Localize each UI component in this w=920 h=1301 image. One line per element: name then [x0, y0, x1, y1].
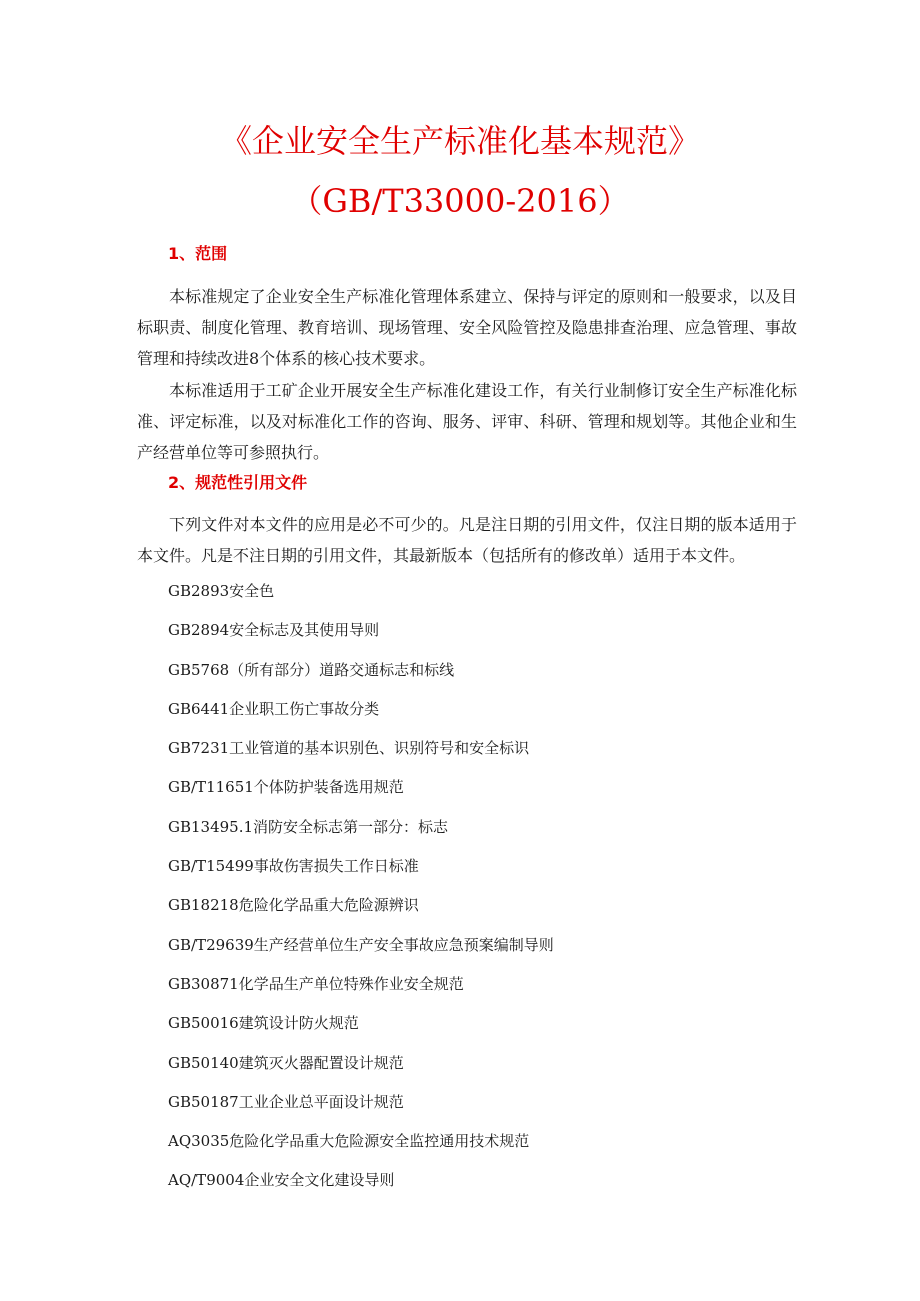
- section-heading-normative-references: 2、规范性引用文件: [168, 473, 308, 492]
- reference-item: GB5768（所有部分）道路交通标志和标线: [168, 660, 455, 679]
- document-title: 《企业安全生产标准化基本规范》: [219, 122, 700, 160]
- reference-item: GB/T11651个体防护装备选用规范: [168, 778, 404, 797]
- scope-paragraph-2: 本标准适用于工矿企业开展安全生产标准化建设工作，有关行业制修订安全生产标准化标准、评定标准，以及对标准化工作的咨询、服务、评审、科研、管理和规划等。其他企业和生产经营单位等可参照执行。: [137, 381, 797, 462]
- reference-item: AQ/T9004企业安全文化建设导则: [168, 1171, 395, 1190]
- reference-item: GB18218危险化学品重大危险源辨识: [168, 896, 419, 915]
- reference-item: GB2894安全标志及其使用导则: [168, 621, 380, 640]
- reference-item: GB50187工业企业总平面设计规范: [168, 1092, 404, 1111]
- reference-item: GB13495.1消防安全标志第一部分：标志: [168, 817, 449, 836]
- document-standard-code: （GB/T33000-2016）: [290, 182, 630, 220]
- reference-item: GB/T29639生产经营单位生产安全事故应急预案编制导则: [168, 935, 554, 954]
- reference-item: GB50016建筑设计防火规范: [168, 1014, 359, 1033]
- reference-item: GB/T15499事故伤害损失工作日标准: [168, 857, 419, 876]
- reference-item: AQ3035危险化学品重大危险源安全监控通用技术规范: [168, 1132, 530, 1151]
- reference-item: GB30871化学品生产单位特殊作业安全规范: [168, 974, 464, 993]
- reference-item: GB7231工业管道的基本识别色、识别符号和安全标识: [168, 739, 530, 758]
- reference-list: [168, 578, 554, 1207]
- reference-item: GB6441企业职工伤亡事故分类: [168, 699, 380, 718]
- section-heading-scope: 1、范围: [168, 244, 228, 263]
- scope-paragraph-1: 本标准规定了企业安全生产标准化管理体系建立、保持与评定的原则和一般要求，以及目标职责、制度化管理、教育培训、现场管理、安全风险管控及隐患排查治理、应急管理、事故管理和持续改进8个体系的核心技术要求。: [137, 287, 797, 368]
- references-intro-paragraph: 下列文件对本文件的应用是必不可少的。凡是注日期的引用文件，仅注日期的版本适用于本文件。凡是不注日期的引用文件，其最新版本（包括所有的修改单）适用于本文件。: [137, 515, 797, 565]
- reference-item: GB2893安全色: [168, 582, 275, 600]
- reference-item: GB50140建筑灭火器配置设计规范: [168, 1053, 404, 1072]
